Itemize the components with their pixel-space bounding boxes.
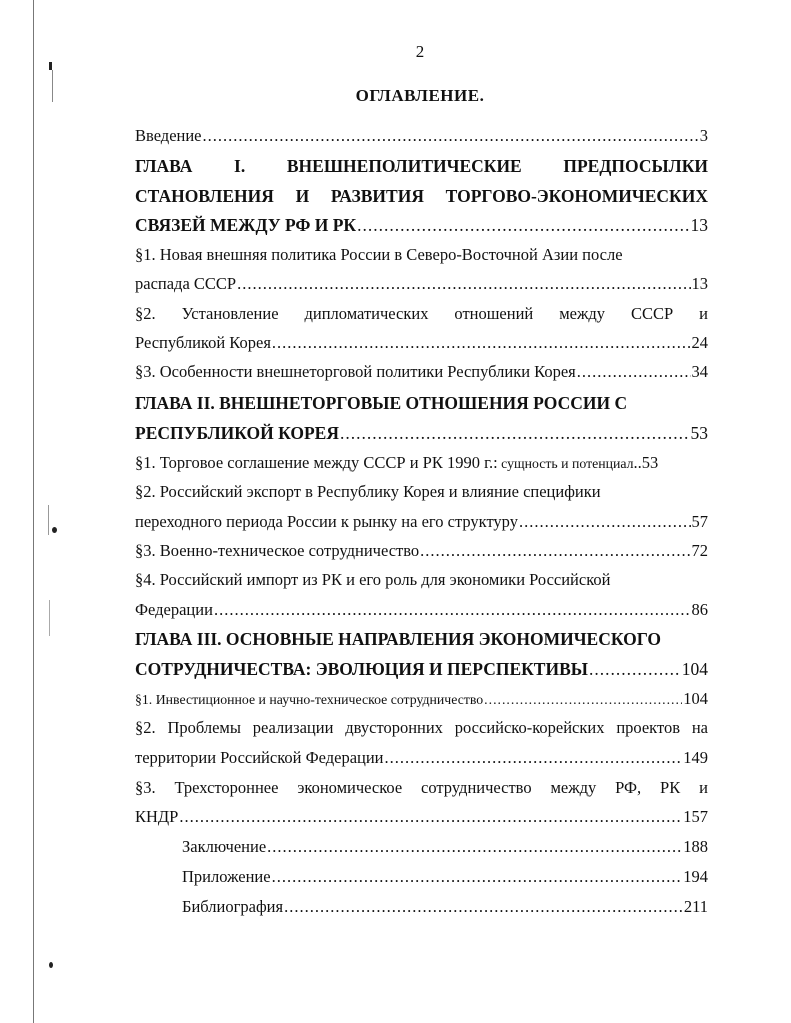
toc-entry-label: §1. Инвестиционное и научно-техническое сотрудничество: [135, 692, 484, 707]
word: отношений: [454, 304, 534, 323]
ch2-section3[interactable]: [135, 541, 708, 561]
toc-entry-label-condensed: сущность и потенциал: [497, 456, 634, 471]
punch-hole-mark-lower: [49, 962, 53, 968]
toc-entry-label: §3. Особенности внешнеторговой политики Республики Корея: [135, 362, 576, 381]
dot-leader: [267, 837, 682, 857]
toc-page-number: 211: [683, 897, 708, 916]
scan-speck: [49, 62, 52, 70]
dot-leader: [237, 274, 690, 294]
word: §2.: [135, 304, 156, 323]
chapter2-heading-line2[interactable]: [135, 423, 708, 443]
chapter2-heading-line1[interactable]: ГЛАВА II. ВНЕШНЕТОРГОВЫЕ ОТНОШЕНИЯ РОССИИ С: [135, 393, 628, 413]
ch3-section2-line2[interactable]: [135, 748, 708, 768]
word: между: [559, 304, 606, 323]
ch2-section1[interactable]: [135, 453, 708, 474]
dot-leader: [203, 126, 699, 146]
toc-page-number: 194: [683, 867, 708, 886]
toc-title: ОГЛАВЛЕНИЕ.: [355, 86, 485, 105]
toc-entry-bibliography[interactable]: [182, 897, 708, 917]
toc-entry-label: Приложение: [182, 867, 271, 886]
word: РФ,: [615, 778, 642, 797]
toc-entry-label: распада СССР: [135, 274, 237, 293]
ch2-section4-line1[interactable]: §4. Российский импорт из РК и его роль для экономики Российской: [135, 570, 611, 589]
word: ПРЕДПОСЫЛКИ: [563, 156, 708, 176]
toc-page-number: 149: [683, 748, 708, 767]
toc-page-number: 188: [683, 837, 708, 856]
dot-leader: [385, 748, 683, 768]
scan-margin-line-lower: [49, 600, 50, 636]
ch1-section1-line2[interactable]: [135, 274, 708, 294]
dot-leader: [357, 215, 689, 235]
word: ГЛАВА: [135, 156, 193, 176]
word: §2.: [135, 718, 156, 737]
dot-leader: [272, 333, 691, 353]
word: проектов: [616, 718, 681, 737]
chapter1-heading-line1[interactable]: [135, 156, 708, 176]
word: РК: [660, 778, 681, 797]
dot-leader: [272, 867, 683, 887]
toc-page-number: 3: [699, 126, 708, 145]
word: двусторонних: [345, 718, 443, 737]
toc-entry-attachment[interactable]: [182, 867, 708, 887]
word: Установление: [181, 304, 279, 323]
ch3-section2-line1[interactable]: [135, 718, 708, 738]
dot-leader: [340, 423, 690, 443]
toc-entry-label: СОТРУДНИЧЕСТВА: ЭВОЛЮЦИЯ И ПЕРСПЕКТИВЫ: [135, 659, 588, 679]
toc-page-number: 104: [681, 659, 708, 679]
page-number: 2: [415, 42, 425, 61]
dot-leader: [420, 541, 690, 561]
toc-entry-label: Введение: [135, 126, 202, 145]
toc-entry-label: Федерации: [135, 600, 213, 619]
toc-page-number: 86: [691, 600, 708, 619]
toc-page-number: 72: [691, 541, 708, 560]
ch2-section2-line1[interactable]: §2. Российский экспорт в Республику Корея и влияние специфики: [135, 482, 601, 501]
word: между: [550, 778, 597, 797]
word: I.: [234, 156, 246, 176]
toc-entry-label: территории Российской Федерации: [135, 748, 384, 767]
word: на: [691, 718, 708, 737]
ch3-section3-line2[interactable]: [135, 807, 708, 827]
word: Трехстороннее: [174, 778, 279, 797]
ch1-section3[interactable]: [135, 362, 708, 382]
toc-page-number: ..53: [633, 453, 659, 472]
toc-page-number: 53: [690, 423, 708, 443]
toc-page-number: 157: [683, 807, 708, 826]
toc-entry-label: СВЯЗЕЙ МЕЖДУ РФ И РК: [135, 215, 357, 235]
dot-leader: [284, 897, 683, 917]
ch3-section3-line1[interactable]: [135, 778, 708, 798]
word: российско-корейских: [454, 718, 605, 737]
word: СССР: [630, 304, 674, 323]
word: ТОРГОВО-ЭКОНОМИЧЕСКИХ: [445, 186, 708, 206]
dot-leader: [179, 807, 682, 827]
chapter3-heading-line2[interactable]: [135, 659, 708, 679]
word: сотрудничество: [421, 778, 532, 797]
word: и: [699, 304, 708, 323]
word: и: [699, 778, 708, 797]
scan-margin-line-mid: [48, 505, 49, 535]
word: РАЗВИТИЯ: [330, 186, 424, 206]
ch1-section2-line2[interactable]: [135, 333, 708, 353]
toc-page-number: 13: [690, 215, 708, 235]
toc-page-number: 57: [691, 512, 708, 531]
toc-entry-label: РЕСПУБЛИКОЙ КОРЕЯ: [135, 423, 339, 443]
toc-entry-intro[interactable]: [135, 126, 708, 146]
toc-page-number: 13: [691, 274, 708, 293]
dot-leader: [577, 362, 691, 382]
ch1-section2-line1[interactable]: [135, 304, 708, 324]
dot-leader: [519, 512, 691, 532]
word: дипломатических: [304, 304, 429, 323]
word: Проблемы: [167, 718, 241, 737]
chapter1-heading-line3[interactable]: [135, 215, 708, 235]
toc-page-number: 104: [683, 689, 708, 708]
dot-leader: [214, 600, 691, 620]
word: реализации: [252, 718, 334, 737]
toc-entry-label: Республикой Корея: [135, 333, 271, 352]
dot-leader: [589, 659, 681, 679]
ch2-section2-line2[interactable]: [135, 512, 708, 532]
toc-entry-label: Заключение: [182, 837, 267, 856]
ch2-section4-line2[interactable]: [135, 600, 708, 620]
word: ВНЕШНЕПОЛИТИЧЕСКИЕ: [286, 156, 522, 176]
toc-entry-label: КНДР: [135, 807, 179, 826]
chapter1-heading-line2[interactable]: [135, 186, 708, 206]
dot-leader: [484, 690, 682, 710]
ch1-section1-line1[interactable]: §1. Новая внешняя политика России в Северо-Восточной Азии после: [135, 245, 623, 264]
toc-page-number: 34: [691, 362, 708, 381]
word: СТАНОВЛЕНИЯ: [135, 186, 274, 206]
toc-entry-label: Библиография: [182, 897, 284, 916]
scan-margin-line: [33, 0, 34, 1023]
toc-entry-label: §3. Военно-техническое сотрудничество: [135, 541, 420, 560]
toc-entry-label: §1. Торговое соглашение между СССР и РК 1990 г.:: [135, 453, 498, 472]
toc-entry-conclusion[interactable]: [182, 837, 708, 857]
punch-hole-mark: [52, 527, 57, 533]
toc-page-number: 24: [691, 333, 708, 352]
word: экономическое: [297, 778, 403, 797]
chapter3-heading-line1[interactable]: ГЛАВА III. ОСНОВНЫЕ НАПРАВЛЕНИЯ ЭКОНОМИЧЕСКОГО: [135, 629, 662, 649]
ch3-section1[interactable]: [135, 689, 708, 710]
word: §3.: [135, 778, 156, 797]
toc-entry-label: переходного периода России к рынку на его структуру: [135, 512, 518, 531]
word: И: [295, 186, 310, 206]
